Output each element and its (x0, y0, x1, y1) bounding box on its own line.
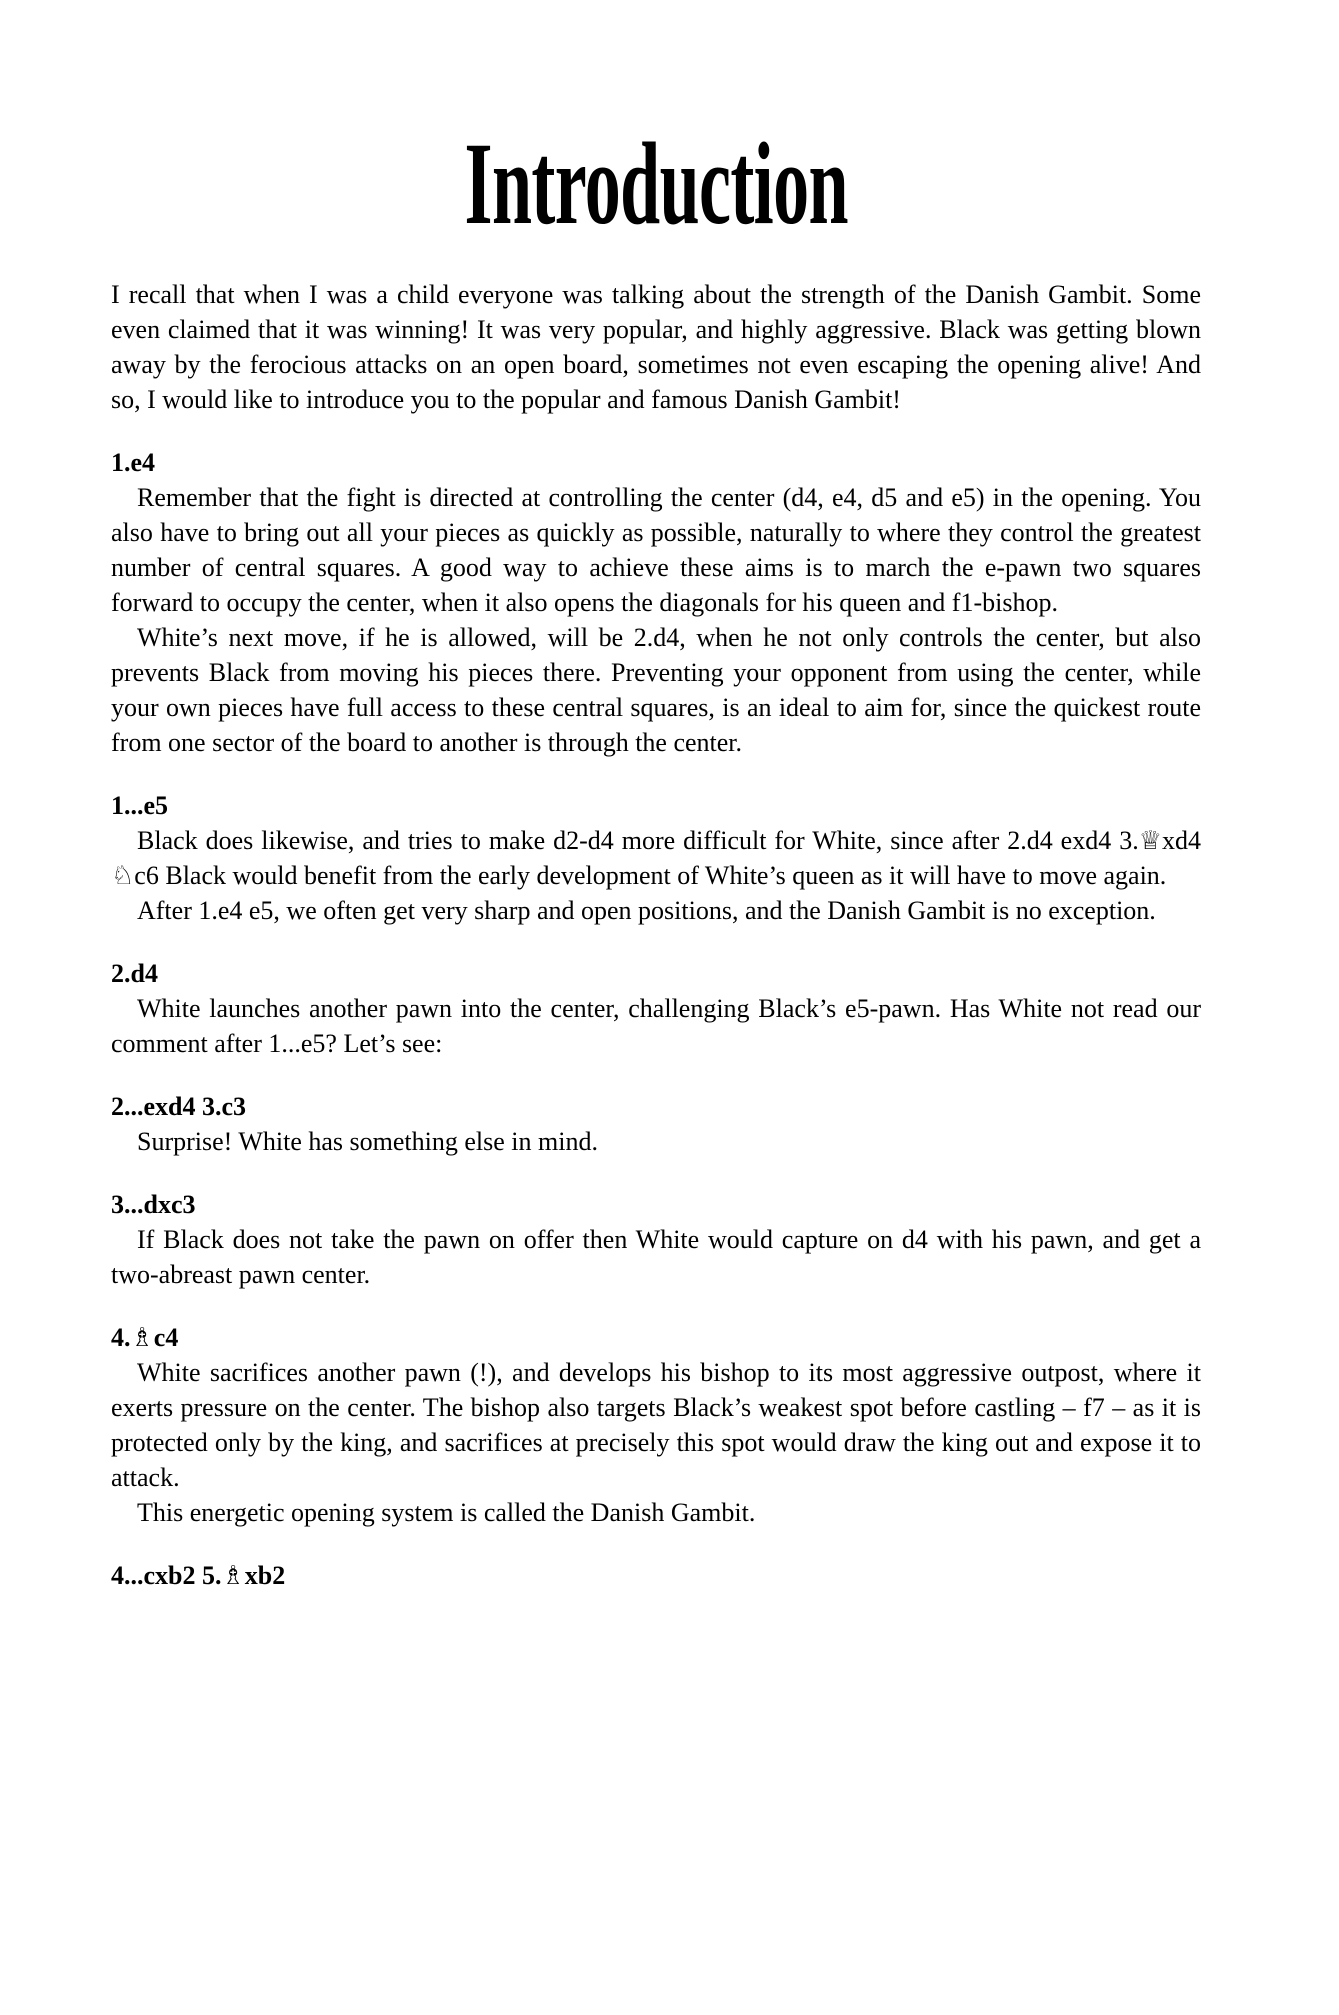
move-heading: 1...e5 (111, 791, 169, 820)
move-heading: 2.d4 (111, 959, 158, 988)
paragraph: White’s next move, if he is allowed, will be 2.d4, when he not only controls the center, but also prevents Black from moving his pieces there. Preventing your opponent from using the center, while your own pieces have full access to these central squares, is an ideal to aim for, since the quickest route from one sector of the board to another is through the center. (111, 623, 1201, 757)
chapter-title-text: Introduction (464, 118, 848, 249)
paragraph: After 1.e4 e5, we often get very sharp and open positions, and the Danish Gambit is no exception. (137, 896, 1156, 925)
paragraph: Black does likewise, and tries to make d2-d4 more difficult for White, since after 2.d4 exd4 3.♕xd4 ♘c6 Black would benefit from the early development of White’s queen as it will have to move again. (111, 826, 1201, 890)
move-heading: 3...dxc3 (111, 1190, 196, 1219)
move-heading: 4.♗c4 (111, 1323, 179, 1352)
move-heading: 1.e4 (111, 448, 156, 477)
paragraph: White sacrifices another pawn (!), and develops his bishop to its most aggressive outpost, where it exerts pressure on the center. The bishop also targets Black’s weakest spot before castling – f7 – as it is protected only by the king, and sacrifices at precisely this spot would draw the king out and expose it to attack. (111, 1358, 1201, 1492)
paragraph: Surprise! White has something else in mind. (137, 1127, 598, 1156)
book-page (0, 118, 1339, 2015)
chapter-body (111, 277, 1201, 1593)
move-heading: 4...cxb2 5.♗xb2 (111, 1561, 286, 1590)
chapter-title (111, 118, 1201, 249)
paragraph: I recall that when I was a child everyone was talking about the strength of the Danish Gambit. Some even claimed that it was winning! It was very popular, and highly aggressive. Black was getting blown away by the ferocious attacks on an open board, sometimes not even escaping the opening alive! And so, I would like to introduce you to the popular and famous Danish Gambit! (111, 280, 1201, 414)
paragraph: Remember that the fight is directed at controlling the center (d4, e4, d5 and e5) in the opening. You also have to bring out all your pieces as quickly as possible, naturally to where they control the greatest number of central squares. A good way to achieve these aims is to march the e-pawn two squares forward to occupy the center, when it also opens the diagonals for his queen and f1-bishop. (111, 483, 1201, 617)
paragraph: White launches another pawn into the center, challenging Black’s e5-pawn. Has White not read our comment after 1...e5? Let’s see: (111, 994, 1201, 1058)
move-heading: 2...exd4 3.c3 (111, 1092, 247, 1121)
paragraph: This energetic opening system is called the Danish Gambit. (137, 1498, 756, 1527)
paragraph: If Black does not take the pawn on offer then White would capture on d4 with his pawn, and get a two-abreast pawn center. (111, 1225, 1201, 1289)
